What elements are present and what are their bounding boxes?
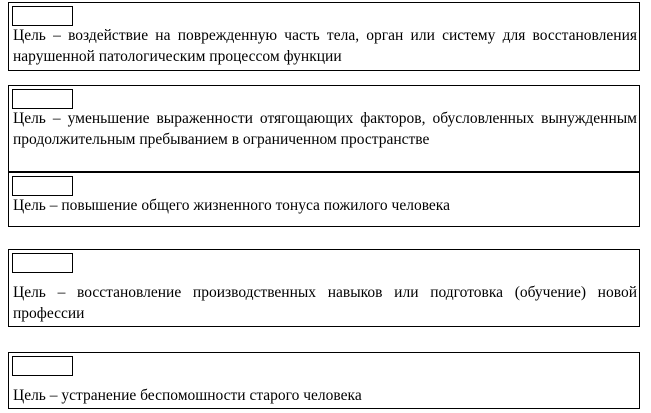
goal-card-5: [8, 352, 640, 409]
answer-box-3[interactable]: [12, 176, 73, 196]
answer-box-1[interactable]: [12, 6, 73, 26]
goal-text-3: Цель – повышение общего жизненного тонуса пожилого человека: [13, 197, 450, 214]
goal-card-3: [8, 172, 640, 227]
goal-card-1: [8, 2, 640, 71]
answer-box-5[interactable]: [12, 356, 73, 376]
goal-card-2: [8, 85, 640, 172]
goal-text-2: Цель – уменьшение выраженности отягощающих факторов, обусловленных вынужденным продолжительным пребыванием в ограниченном пространстве: [13, 110, 637, 148]
answer-box-4[interactable]: [12, 253, 73, 273]
goal-text-4: Цель – восстановление производственных навыков или подготовка (обучение) новой профессии: [13, 284, 637, 322]
answer-box-2[interactable]: [12, 89, 73, 109]
goal-card-4: [8, 249, 640, 327]
goal-text-5: Цель – устранение беспомошности старого человека: [13, 387, 362, 404]
goal-text-1: Цель – воздействие на поврежденную часть тела, орган или систему для восстановления нарушенной патологическим процессом функции: [13, 27, 637, 65]
